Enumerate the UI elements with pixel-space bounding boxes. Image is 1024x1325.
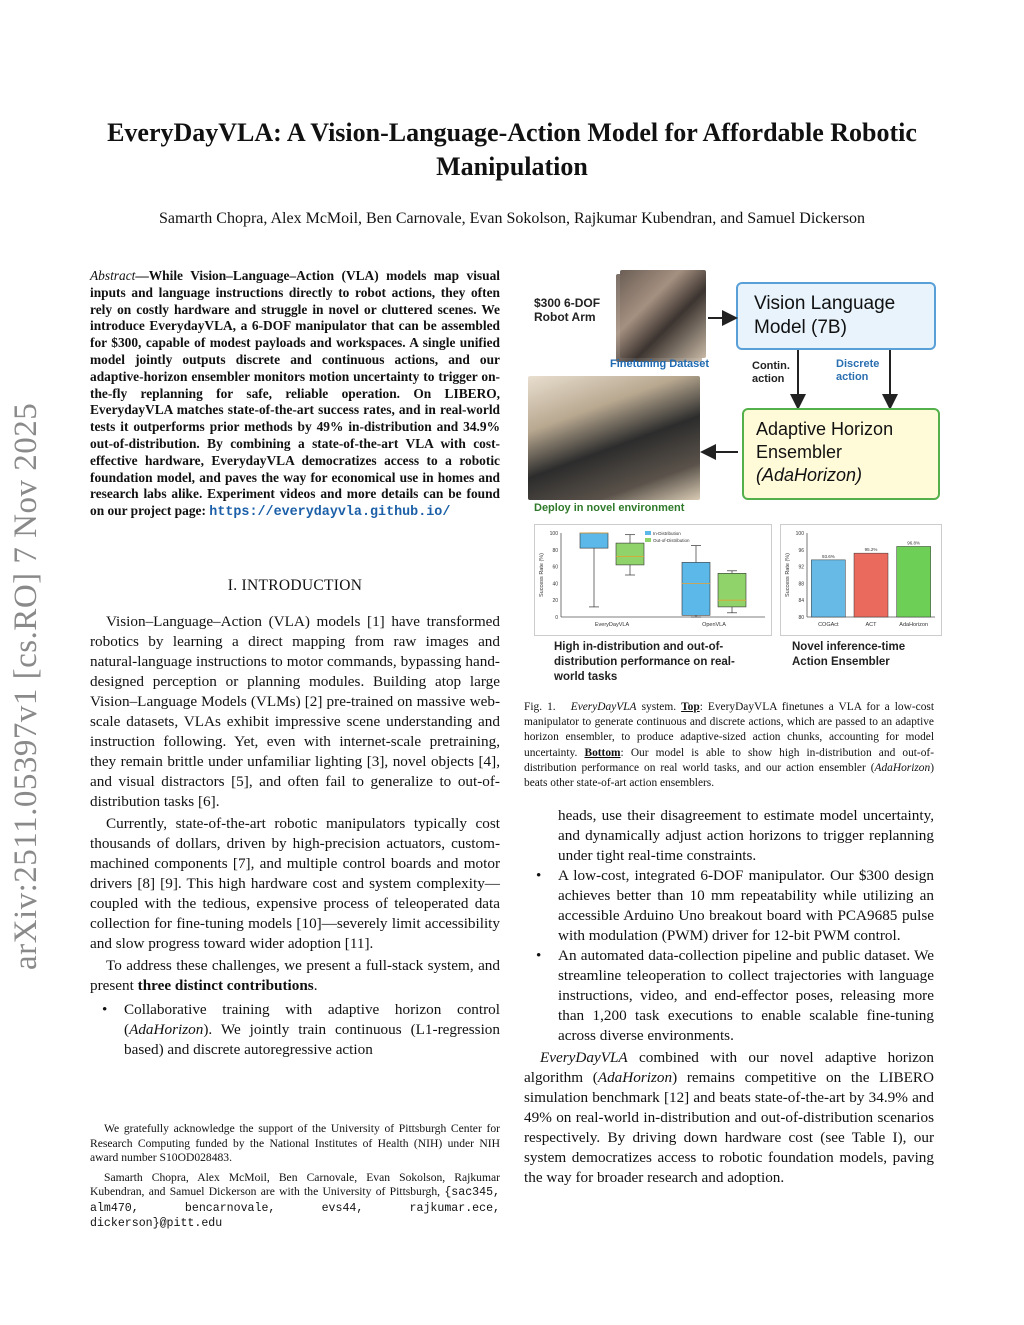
p3-post: . <box>313 977 318 994</box>
left-chart-caption: High in-distribution and out-of-distribution performance on real-world tasks <box>554 641 735 683</box>
y-tick-label: 0 <box>555 615 558 621</box>
rp-mid: combined with our novel adaptive horizon algorithm ( <box>524 1049 934 1086</box>
paper-title: EveryDayVLA: A Vision-Language-Action Model for Affordable Robotic Manipulation <box>107 118 917 181</box>
y-tick-label: 40 <box>552 581 558 588</box>
y-axis-label: Success Rate (%) <box>785 552 791 598</box>
legend-label: Out-of-Distribution <box>653 538 690 543</box>
intro-right-column <box>524 806 934 1188</box>
arxiv-side-stamp: arXiv:2511.05397v1 [cs.RO] 7 Nov 2025 <box>8 402 44 970</box>
legend-swatch <box>645 538 651 542</box>
box-in-distribution <box>580 533 608 548</box>
ensembler-line-1: Adaptive Horizon <box>756 419 894 439</box>
box-out-of-distribution <box>718 573 746 607</box>
bar-chart-panel <box>780 524 942 636</box>
footnote-emails: {sac345, alm470, bencarnovale, evs44, rajkumar.ece, dickerson}@pitt.edu <box>90 1186 500 1230</box>
b1-em: AdaHorizon <box>129 1021 204 1038</box>
figure-1 <box>524 262 944 690</box>
vlm-label: Vision Language Model (7B) <box>754 293 896 338</box>
caption-t4: ) beats other state-of-art action ensemblers. <box>524 761 934 790</box>
caption-t3: : Our model is able to show high in-distribution and out-of-distribution performance on real world tasks, and our action ensembler ( <box>524 746 935 774</box>
x-tick-label: EveryDayVLA <box>594 622 630 628</box>
y-tick-label: 80 <box>798 615 804 621</box>
b1-cont: heads, use their disagreement to estimate model uncertainty, and dynamically adjust action horizons to trigger replanning under tight real-time constraints. <box>558 807 934 864</box>
box-plot <box>535 525 771 635</box>
b1-pre: Collaborative training with adaptive horizon control ( <box>124 1001 500 1038</box>
y-tick-label: 84 <box>798 598 804 605</box>
ensembler-line-2: Ensembler <box>756 442 843 462</box>
legend-swatch <box>645 531 651 535</box>
caption-bottom: Bottom <box>584 746 621 759</box>
x-tick-label: AdaHorizon <box>899 622 929 628</box>
abstract-label: Abstract <box>90 268 136 283</box>
y-tick-label: 100 <box>795 531 804 537</box>
footnote-affiliation-text: Samarth Chopra, Alex McMoil, Ben Carnovale, Evan Sokolson, Rajkumar Kubendran, and Samuel Dickerson are with the University of Pittsburgh, <box>90 1170 500 1198</box>
bar-adahorizon <box>897 546 931 617</box>
author-list: Samarth Chopra, Alex McMoil, Ben Carnovale, Evan Sokolson, Rajkumar Kubendran, and Samuel Dickerson <box>158 210 866 227</box>
section-heading: I. INTRODUCTION <box>227 577 363 594</box>
bar-data-label: 93.6% <box>821 553 835 559</box>
bar-data-label: 95.2% <box>864 547 878 553</box>
ensembler-text <box>756 418 893 487</box>
intro-paragraph-1: Vision–Language–Action (VLA) models [1] have transformed robotics by learning a direct mapping from raw images and natural-language instructions to motor commands, bypassing hand-designed perception or planning modules. Building atop large Vision–Language Models (VLMs) [2] pre-trained on massive web-scale datasets, VLAs exhibit impressive scene understanding and instruction following. Yet, even with internet-scale pretraining, they remain brittle under unfamiliar lighting [3], novel objects [4], and visual distractors [5], and often fail to generalize to out-of-distribution tasks [6]. <box>90 613 500 810</box>
box-in-distribution <box>682 562 710 615</box>
caption-fig-number: Fig. 1. <box>524 701 556 713</box>
y-tick-label: 20 <box>552 598 558 605</box>
intro-left-column <box>90 612 500 1060</box>
caption-t2: : EveryDayVLA finetunes a VLA for a low-cost manipulator to generate continuous and discrete actions, which are passed to an adaptive horizon ensembler, to produce adaptive-sized action chunks, accounting for model uncertainty. <box>524 701 934 759</box>
figure-caption <box>524 700 934 791</box>
intro-paragraph-3 <box>90 956 500 996</box>
footnote-affiliation <box>90 1171 500 1232</box>
x-tick-label: COGAct <box>818 622 839 628</box>
ensembler-box <box>742 408 940 500</box>
x-tick-label: ACT <box>865 622 877 628</box>
x-tick-label: OpenVLA <box>702 622 726 628</box>
b1-post: ). We jointly train continuous (L1-regression based) and discrete autoregressive action <box>124 1021 500 1058</box>
contribution-list <box>90 1000 500 1060</box>
y-tick-label: 92 <box>798 564 804 571</box>
y-tick-label: 80 <box>552 547 558 554</box>
footnote <box>90 1122 500 1232</box>
abstract <box>90 268 500 522</box>
contribution-list-cont <box>524 806 934 1046</box>
p3-pre: To address these challenges, we present a full-stack system, and present <box>90 957 500 994</box>
contribution-3: • An automated data-collection pipeline and public dataset. We streamline teleoperation to collect trajectories with language instructions, video, and end-effector poses, releasing more than 1,200 task executions to enable scalable fine-tuning across diverse environments. <box>524 946 934 1046</box>
caption-em-2: AdaHorizon <box>874 761 931 774</box>
right-chart-caption: Novel inference-time Action Ensembler <box>792 641 906 668</box>
footnote-acknowledgement: We gratefully acknowledge the support of the University of Pittsburgh Center for Research Computing funded by the National Institutes of Health (NIH) under NIH award number S10OD028483. <box>90 1122 500 1164</box>
project-page-link[interactable]: https://everydayvla.github.io/ <box>209 505 451 521</box>
legend-label: In-Distribution <box>653 531 681 536</box>
discrete-label: Discrete action <box>836 358 880 383</box>
box-out-of-distribution <box>616 543 644 565</box>
intro-paragraph-2: Currently, state-of-the-art robotic manipulators typically cost thousands of dollars, driven by high-precision actuators, custom-machined components [7], and multiple control boards and motor drivers [8] [9]. This high hardware cost and system complexity—coupled with the tedious, expensive process of teleoperated data collection for fine-tuning models [10]—severely limit accessibility and slow progress toward wider adoption [11]. <box>90 815 500 952</box>
caption-t1: system. <box>636 701 682 713</box>
abstract-dash: — <box>135 268 149 283</box>
deploy-photo <box>528 376 700 500</box>
ensembler-line-3: (AdaHorizon) <box>756 465 863 485</box>
bar-data-label: 96.8% <box>907 540 921 546</box>
y-tick-label: 60 <box>552 564 558 571</box>
intro-right-paragraph <box>524 1048 934 1188</box>
rp-em: EveryDayVLA <box>540 1049 628 1066</box>
contin-label: Contin. action <box>752 360 790 385</box>
y-tick-label: 88 <box>798 581 804 588</box>
dataset-label: Finetuning Dataset <box>610 358 710 370</box>
y-tick-label: 100 <box>549 531 558 537</box>
arm-label: $300 6-DOF Robot Arm <box>534 296 601 324</box>
rp-em2: AdaHorizon <box>597 1069 673 1086</box>
contribution-1 <box>90 1000 500 1060</box>
rp-rest: ) remains competitive on the LIBERO simulation benchmark [12] and beats state-of-the-art by 34.9% and 49% on real-world in-distribution and out-of-distribution scenarios respectively. By driving down hardware cost (see Table I), our system democratizes access to robotic foundation models, paving the way for broader research and adoption. <box>524 1069 934 1186</box>
bar-chart <box>781 525 941 635</box>
contribution-1-cont <box>524 806 934 866</box>
abstract-text: While Vision–Language–Action (VLA) models map visual inputs and language instructions directly to robot actions, they often rely on costly hardware and struggle in novel or cluttered scenes. We introduce EverydayVLA, a 6-DOF manipulator that can be assembled for $300, capable of modest payloads and workspaces. A single unified model jointly outputs discrete and continuous actions, and our adaptive-horizon ensembler monitors motion uncertainty to trigger on-the-fly replanning for safe, reliable operation. On LIBERO, EverydayVLA matches state-of-the-art success rates, and in real-world tests it outperforms prior methods by 49% in-distribution and 34.9% out-of-distribution. By combining a state-of-the-art VLA with cost-effective hardware, EverydayVLA democratizes access to a robotic foundation model, and paves the way for economical use in homes and research labs alike. Experiment videos and more details can be found on our project page: <box>90 268 500 519</box>
caption-em-1: EveryDayVLA <box>570 701 637 713</box>
y-axis-label: Success Rate (%) <box>539 552 545 598</box>
bar-act <box>854 553 888 617</box>
deploy-label: Deploy in novel environment <box>534 502 685 514</box>
contribution-2: • A low-cost, integrated 6-DOF manipulator. Our $300 design achieves better than 10 mm repeatability while utilizing an accessible Arduino Uno breakout board with PCA9685 pulse with modulation (PWM) driver for 12-bit PWM control. <box>524 866 934 946</box>
box-plot-panel <box>534 524 772 636</box>
y-tick-label: 96 <box>798 547 804 554</box>
caption-top: Top <box>681 701 700 713</box>
p3-bold: three distinct contributions <box>137 977 314 994</box>
bar-cogact <box>811 560 845 617</box>
